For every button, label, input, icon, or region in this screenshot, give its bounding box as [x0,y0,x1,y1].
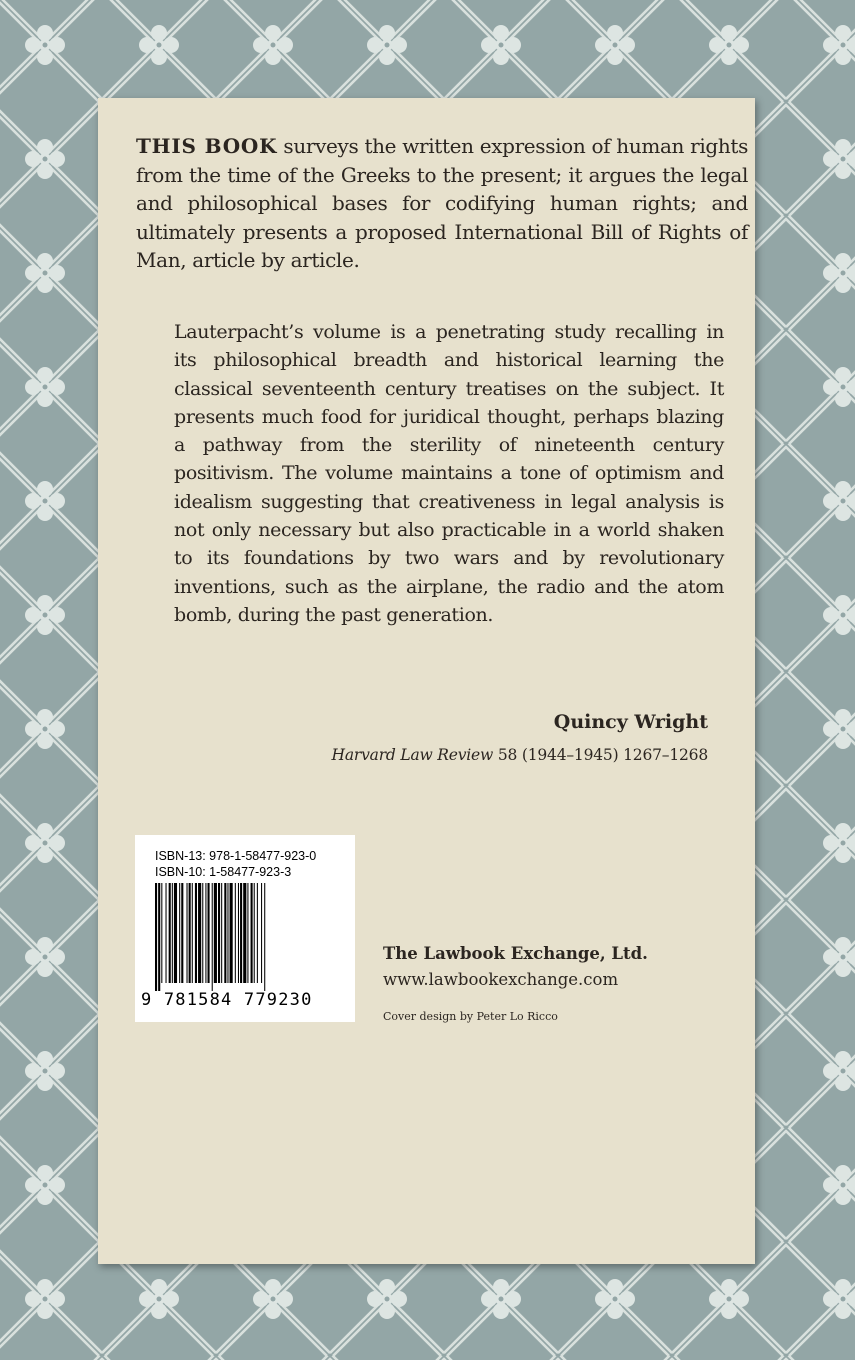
isbn-10: ISBN-10: 1-58477-923-3 [155,865,292,879]
barcode-icon [155,883,343,991]
barcode-block [135,835,355,1022]
isbn-13: ISBN-13: 978-1-58477-923-0 [155,849,317,863]
description-text: surveys the written expression of human rights from the time of the Greeks to the present; it argues the legal and philosophical bases for codifying human rights; and ultimately presents a proposed International Bill of Rights of Man, article by article. [136,134,748,272]
review-quote: Lauterpacht’s volume is a penetrating study recalling in its philosophical breadth and historical learning the classical seventeenth century treatises on the subject. It presents much food for juridical thought, perhaps blazing a pathway from the sterility of nineteenth century positivism. The volume maintains a tone of optimism and idealism suggesting that creativeness in legal analysis is not only necessary but also practicable in a world shaken to its foundations by two wars and by revolutionary inventions, such as the airplane, the radio and the atom bomb, during the past generation. [174,321,724,626]
quote-author: Quincy Wright [553,711,708,733]
back-cover-panel [98,98,755,1264]
cover-design-credit: Cover design by Peter Lo Ricco [383,1010,558,1023]
publisher-name: The Lawbook Exchange, Ltd. [383,944,648,963]
source-title: Harvard Law Review [331,746,494,764]
book-description [136,132,748,275]
barcode-number: 9 781584 779230 [141,990,313,1010]
publisher-website[interactable]: www.lawbookexchange.com [383,970,619,989]
quote-source [174,746,708,764]
description-lead: THIS BOOK [136,134,278,158]
source-detail: 58 (1944–1945) 1267–1268 [493,746,708,764]
